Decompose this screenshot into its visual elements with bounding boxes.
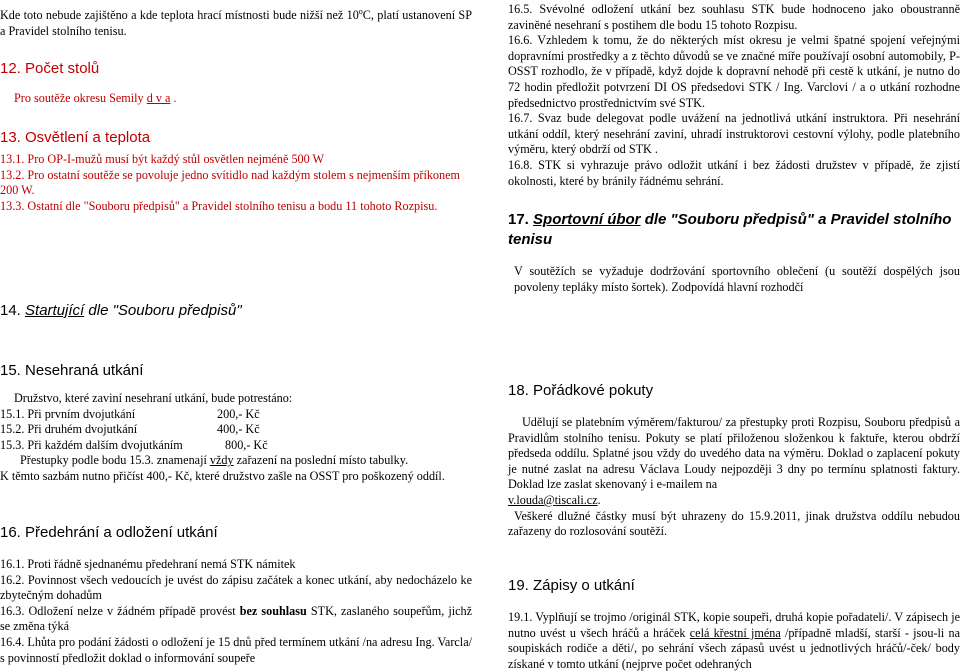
s16-6: 16.6. Vzhledem k tomu, že do některých míst okresu je velmi špatné spojení veřejnými dopravními prostředky a z těchto důvodů se ve značné míře používají osobní automobily, P-OSST rozhodlo, že v případě, když dojde k dopravní nehodě při cestě k utkání, je nutno do 72 hodin předložit potvrzení DI OS předsedovi STK / Ing. Varclovi / a o utkání rozhodne předsednictvo prostřednictvím své STK. <box>508 33 960 110</box>
section-16-cont <box>508 2 960 189</box>
section-13-title: 13. Osvětlení a teplota <box>0 129 151 146</box>
section-16-title: 16. Předehrání a odložení utkání <box>0 524 218 541</box>
s13-1: 13.1. Pro OP-I-mužů musí být každý stůl osvětlen nejméně 500 W <box>0 152 325 166</box>
s19-text <box>508 610 960 672</box>
s17-word: Sportovní úbor <box>533 211 641 228</box>
section-15-title: 15. Nesehraná utkání <box>0 362 144 379</box>
s15-osst: K těmto sazbám nutno přičíst 400,- Kč, které družstvo zašle na OSST pro poškozený oddíl. <box>0 468 445 483</box>
s16-1: 16.1. Proti řádně sjednanému předehraní nemá STK námitek <box>0 557 296 571</box>
s18-text2: Veškeré dlužné částky musí být uhrazeny do 15.9.2011, jinak družstva oddílu nebudou zařazeny do rozlosování soutěží. <box>508 508 960 539</box>
section-16-body <box>0 557 472 666</box>
s18-email: v.louda@tiscali.cz <box>508 492 598 507</box>
s14-num: 14. <box>0 302 21 319</box>
s17-rest: dle "Souboru předpisů" a Pravidel stolního tenisu <box>508 211 952 248</box>
section-14-title <box>0 302 472 319</box>
s16-3c: souhlasu <box>261 603 307 618</box>
s15-transfer-u: vždy <box>209 453 234 468</box>
fee-amount: 200,- Kč <box>217 406 260 421</box>
fee-label: 15.2. Při druhém dvojutkání <box>0 422 138 437</box>
s12-end: . <box>173 91 177 105</box>
section-17-body <box>514 264 960 295</box>
fee-row <box>0 407 472 423</box>
s16-5: 16.5. Svévolné odložení utkání bez souhlasu STK bude hodnoceno jako oboustranně zaviněné nesehraní s postihem dle bodu 15 tohoto Rozpisu. <box>508 2 960 32</box>
section-12-text <box>14 91 472 107</box>
s15-intro: Družstvo, které zaviní nesehraní utkání, bude potrestáno: <box>14 391 293 405</box>
s16-3 <box>0 604 472 635</box>
s15-transfer-2: zařazení na poslední místo tabulky. <box>236 453 409 468</box>
s12-highlight: d v a <box>146 91 171 105</box>
s16-2: 16.2. Povinnost všech vedoucích je uvést do zápisu začátek a konec utkání, aby nedocházelo ke zbytečným dohadům <box>0 572 472 603</box>
degree-sup: o <box>358 7 363 16</box>
section-12-title: 12. Počet stolů <box>0 60 100 77</box>
s14-rest: dle "Souboru předpisů" <box>88 302 242 319</box>
fee-amount: 800,- Kč <box>225 437 268 452</box>
s15-transfer <box>0 453 472 469</box>
section-19-title: 19. Zápisy o utkání <box>508 577 635 594</box>
intro-text-2: C, platí ustanovení SP a Pravidel stolního tenisu. <box>0 8 472 38</box>
section-19-body <box>508 610 960 672</box>
s13-2: 13.2. Pro ostatní soutěže se povoluje jedno svítidlo nad každým stolem s nejmenším příkonem 200 W. <box>0 167 461 198</box>
s12-text: Pro soutěže okresu Semily <box>14 91 144 105</box>
intro-paragraph <box>0 4 472 39</box>
s16-3a: 16.3. Odložení nelze v žádném případě provést <box>0 603 236 618</box>
s16-8: 16.8. STK si vyhrazuje právo odložit utkání i bez žádosti družstev v případě, že zjistí okolnosti, které by bránily řádnému sehrání. <box>508 157 960 188</box>
s18-text: Udělují se platebním výměrem/fakturou/ za přestupky proti Rozpisu, Souboru předpisů a Pravidlům stolního tenisu. Pokuty se platí přiloženou složenkou k faktuře, kterou obdrží předseda oddílu. Splatné jsou vždy do uvedého data na výměru. Doklad o zaplacení pokuty je nutné zaslat na adresu Václava Loudy nejpozději 3 dny po termínu splatnosti faktury. Doklad lze zaslat skenovaný i e-mailem na <box>508 415 960 492</box>
s16-3b: bez <box>239 603 258 618</box>
fee-row <box>0 438 472 454</box>
s17-num: 17. <box>508 211 529 228</box>
s17-text: V soutěžích se vyžaduje dodržování sportovního oblečení (u soutěží dospělých jsou povoleny tepláky místo šortek). Zodpovídá hlavní rozhodčí <box>514 264 960 294</box>
s13-3: 13.3. Ostatní dle "Souboru předpisů" a Pravidel stolního tenisu a bodu 11 tohoto Rozpisu. <box>0 198 438 213</box>
s16-7: 16.7. Svaz bude delegovat podle uvážení na jednotlivá utkání instruktora. Při nesehrání utkání oddíl, který nesehrání zaviní, uhradí instruktorovi cestovní výlohy, podle platebního výměru, který obdrží od STK . <box>508 111 960 157</box>
s19-b: /případně mladší, starší - jsou-li na soupiskách rodiče a děti/, po sehrání všech zápasů uvést u jednotlivých hráčů/-ček/ body získané v tomto utkání (nejprve počet odehraných <box>508 625 960 671</box>
section-17-title <box>508 210 960 250</box>
fee-amount: 400,- Kč <box>217 422 260 437</box>
s18-email-line <box>508 493 960 509</box>
section-13-body <box>0 152 472 214</box>
fee-row <box>0 422 472 438</box>
s14-word: Startující <box>25 302 85 319</box>
s16-3d: STK, zaslaného soupeřům, jichž se změna týká <box>0 603 473 634</box>
intro-text: Kde toto nebude zajištěno a kde teplota hrací místnosti bude nižší než 10 <box>0 8 359 23</box>
s18-email-end: . <box>597 492 601 507</box>
fee-label: 15.3. Při každém dalším dvojutkáním <box>0 437 183 452</box>
fee-label: 15.1. Při prvním dvojutkání <box>0 406 136 421</box>
s16-4: 16.4. Lhůta pro podání žádosti o odložení je 15 dnů před termínem utkání /na adresu Ing. Varcla/ s povinností předložit doklad o informování soupeře <box>0 634 472 665</box>
section-18-body <box>508 415 960 540</box>
s19-u: celá křestní jména <box>689 625 781 640</box>
s15-transfer-1: Přestupky podle bodu 15.3. znamenají <box>20 453 207 468</box>
section-15-body <box>0 391 472 485</box>
s19-a: 19.1. Vyplňují se trojmo /originál STK, kopie soupeři, druhá kopie pořadateli/. V zápisech je nutno uvést u všech hráčů a hráček <box>508 610 960 640</box>
section-18-title: 18. Pořádkové pokuty <box>508 382 654 399</box>
